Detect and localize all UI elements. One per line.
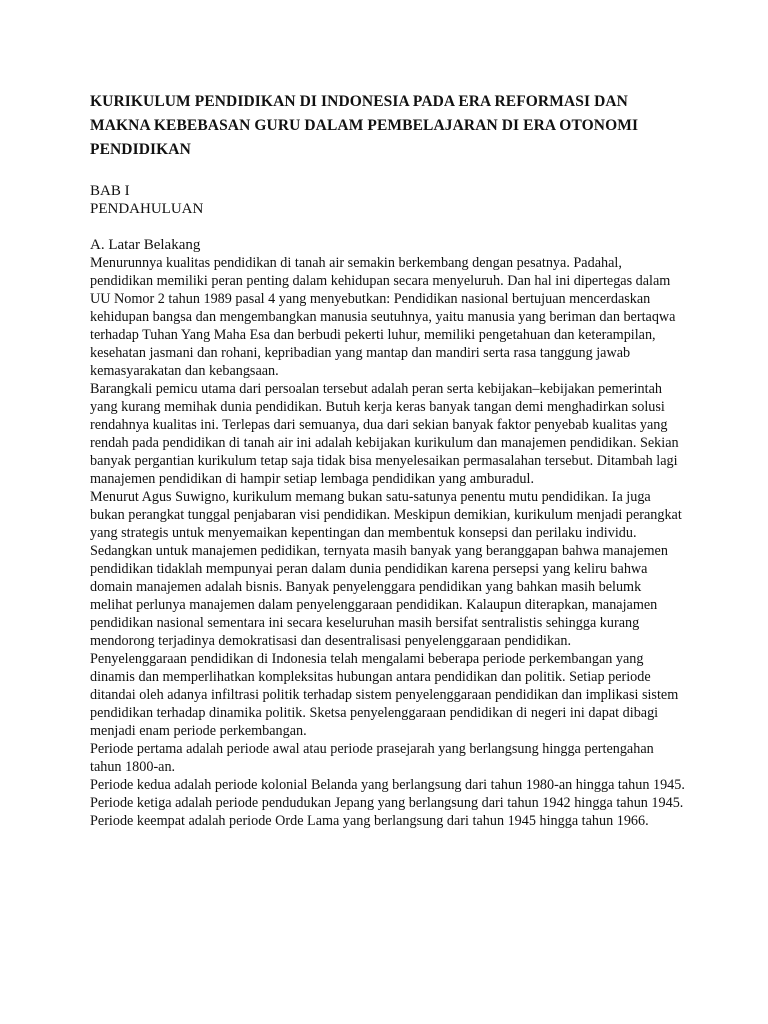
paragraph: Barangkali pemicu utama dari persoalan tersebut adalah peran serta kebijakan–kebijakan pemerintah yang kurang memihak dunia pendidikan. Butuh kerja keras banyak tangan demi menghadirkan solusi rendahnya kualitas ini. Terlepas dari semuanya, dua dari sekian banyak faktor penyebab kualitas yang rendah pada pendidikan di tanah air ini adalah kebijakan kurikulum dan manajemen pendidikan. Sekian banyak pergantian kurikulum tetap saja tidak bisa menyelesaikan permasalahan tersebut. Ditambah lagi manajemen pendidikan di hampir setiap lembaga pendidikan yang amburadul. <box>90 381 679 487</box>
chapter-number: BAB I <box>90 183 130 199</box>
section-heading: A. Latar Belakang <box>90 237 201 253</box>
paragraph: Periode pertama adalah periode awal atau periode prasejarah yang berlangsung hingga pertengahan tahun 1800-an. <box>90 741 654 775</box>
paragraph: Menurunnya kualitas pendidikan di tanah air semakin berkembang dengan pesatnya. Padahal, pendidikan memiliki peran penting dalam kehidupan secara menyeluruh. Dan hal ini dipertegas dalam UU Nomor 2 tahun 1989 pasal 4 yang menyebutkan: Pendidikan nasional bertujuan mencerdaskan kehidupan bangsa dan mengembangkan manusia seutuhnya, yaitu manusia yang beriman dan bertaqwa terhadap Tuhan Yang Maha Esa dan berbudi pekerti luhur, memiliki pengetahuan dan keterampilan, kesehatan jasmani dan rohani, kepribadian yang mantap dan mandiri serta rasa tanggung jawab kemasyarakatan dan kebangsaan. <box>90 255 676 379</box>
chapter-title: PENDAHULUAN <box>90 201 204 217</box>
paragraph: Periode ketiga adalah periode pendudukan Jepang yang berlangsung dari tahun 1942 hingga tahun 1945. <box>90 795 684 811</box>
paragraph: Penyelenggaraan pendidikan di Indonesia telah mengalami beberapa periode perkembangan yang dinamis dan memperlihatkan kompleksitas hubungan antara pendidikan dan politik. Setiap periode ditandai oleh adanya infiltrasi politik terhadap sistem penyelenggaraan pendidikan dan implikasi sistem pendidikan terhadap dinamika politik. Sketsa penyelenggaraan pendidikan di negeri ini dapat dibagi menjadi enam periode perkembangan. <box>90 651 679 739</box>
paragraph: Periode keempat adalah periode Orde Lama yang berlangsung dari tahun 1945 hingga tahun 1966. <box>90 813 649 829</box>
paragraph: Sedangkan untuk manajemen pedidikan, ternyata masih banyak yang beranggapan bahwa manajemen pendidikan tidaklah mempunyai peran dalam dunia pendidikan karena persepsi yang keliru bahwa domain manajemen adalah bisnis. Banyak penyelenggara pendidikan yang bahkan masih belumk melihat perlunya manajemen dalam penyelenggaraan pendidikan. Kalaupun diterapkan, manajamen pendidikan nasional sementara ini secara keseluruhan masih bersifat sentralistis sehingga kurang mendorong terjadinya demokratisasi dan desentralisasi penyelenggaraan pendidikan. <box>90 543 668 649</box>
chapter-heading <box>90 182 686 218</box>
paragraph: Periode kedua adalah periode kolonial Belanda yang berlangsung dari tahun 1980-an hingga tahun 1945. <box>90 777 685 793</box>
paragraph: Menurut Agus Suwigno, kurikulum memang bukan satu-satunya penentu mutu pendidikan. Ia juga bukan perangkat tunggal penjabaran visi pendidikan. Meskipun demikian, kurikulum menjadi perangkat yang strategis untuk menyemaikan kepentingan dan membentuk konsepsi dan perilaku individu. <box>90 489 682 541</box>
document-title: KURIKULUM PENDIDIKAN DI INDONESIA PADA ERA REFORMASI DAN MAKNA KEBEBASAN GURU DALAM PEMBELAJARAN DI ERA OTONOMI PENDIDIKAN <box>90 93 639 158</box>
document-page <box>90 90 686 830</box>
